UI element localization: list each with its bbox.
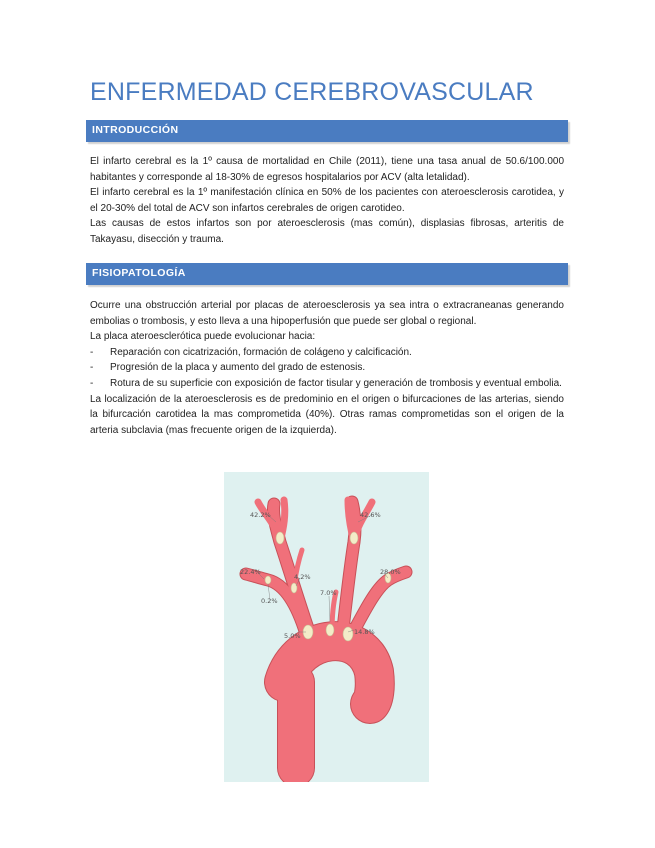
list-item: - Progresión de la placa y aumento del grado de estenosis. bbox=[90, 360, 564, 376]
label-right-subclavian: 28.0% bbox=[380, 568, 401, 576]
section-header-fisiopatologia bbox=[86, 263, 568, 285]
label-left-vertebral: 4.2% bbox=[294, 573, 311, 581]
label-left-subclavian: 22.4% bbox=[240, 568, 261, 576]
intro-section-body bbox=[90, 154, 564, 248]
fisio-paragraph-1: Ocurre una obstrucción arterial por placas de ateroesclerosis ya sea intra o extracraneanas generando embolias o trombosis, y esto lleva a una hipoperfusión que puede ser global o regional. bbox=[90, 300, 564, 327]
label-right-origin: 14.8% bbox=[354, 628, 375, 636]
list-item: - Rotura de su superficie con exposición de factor tisular y generación de trombosis y eventual embolia. bbox=[90, 376, 564, 392]
label-left-origin: 5.0% bbox=[284, 632, 301, 640]
label-right-carotid: 42.6% bbox=[360, 511, 381, 519]
label-left-small: 0.2% bbox=[261, 597, 278, 605]
section-heading-text: INTRODUCCIÓN bbox=[92, 124, 179, 136]
evolution-list bbox=[90, 345, 564, 392]
label-left-carotid: 42.2% bbox=[250, 511, 271, 519]
fisio-section-body bbox=[90, 298, 564, 438]
intro-paragraph-1: El infarto cerebral es la 1º causa de mortalidad en Chile (2011), tiene una tasa anual de 50.6/100.000 habitantes y corresponde al 18-30% de egresos hospitalarios por ACV (alta letalidad). bbox=[90, 156, 564, 183]
intro-paragraph-2: El infarto cerebral es la 1º manifestación clínica en 50% de los pacientes con ateroesclerosis carotidea, y el 20-30% del total de ACV son infartos cerebrales de origen carotideo. bbox=[90, 187, 564, 214]
aortic-arch-diagram bbox=[224, 472, 429, 782]
section-header-introduccion bbox=[86, 120, 568, 142]
fisio-paragraph-2: La placa ateroesclerótica puede evolucionar hacia: bbox=[90, 331, 316, 343]
label-center: 7.0% bbox=[320, 589, 337, 597]
fisio-paragraph-3: La localización de la ateroesclerosis es de predominio en el origen o bifurcaciones de las arterias, siendo la bifurcación carotidea la mas comprometida (40%). Otras ramas comprometidas son el origen de la arteria subclavia (mas frecuente origen de la izquierda). bbox=[90, 393, 564, 436]
list-item: - Reparación con cicatrización, formación de colágeno y calcificación. bbox=[90, 345, 564, 361]
aortic-arch-figure bbox=[224, 472, 429, 782]
intro-paragraph-3: Las causas de estos infartos son por ateroesclerosis (mas común), displasias fibrosas, arteritis de Takayasu, disección y trauma. bbox=[90, 218, 564, 245]
page-title: ENFERMEDAD CEREBROVASCULAR bbox=[90, 78, 534, 106]
section-heading-text: FISIOPATOLOGÍA bbox=[92, 267, 186, 279]
